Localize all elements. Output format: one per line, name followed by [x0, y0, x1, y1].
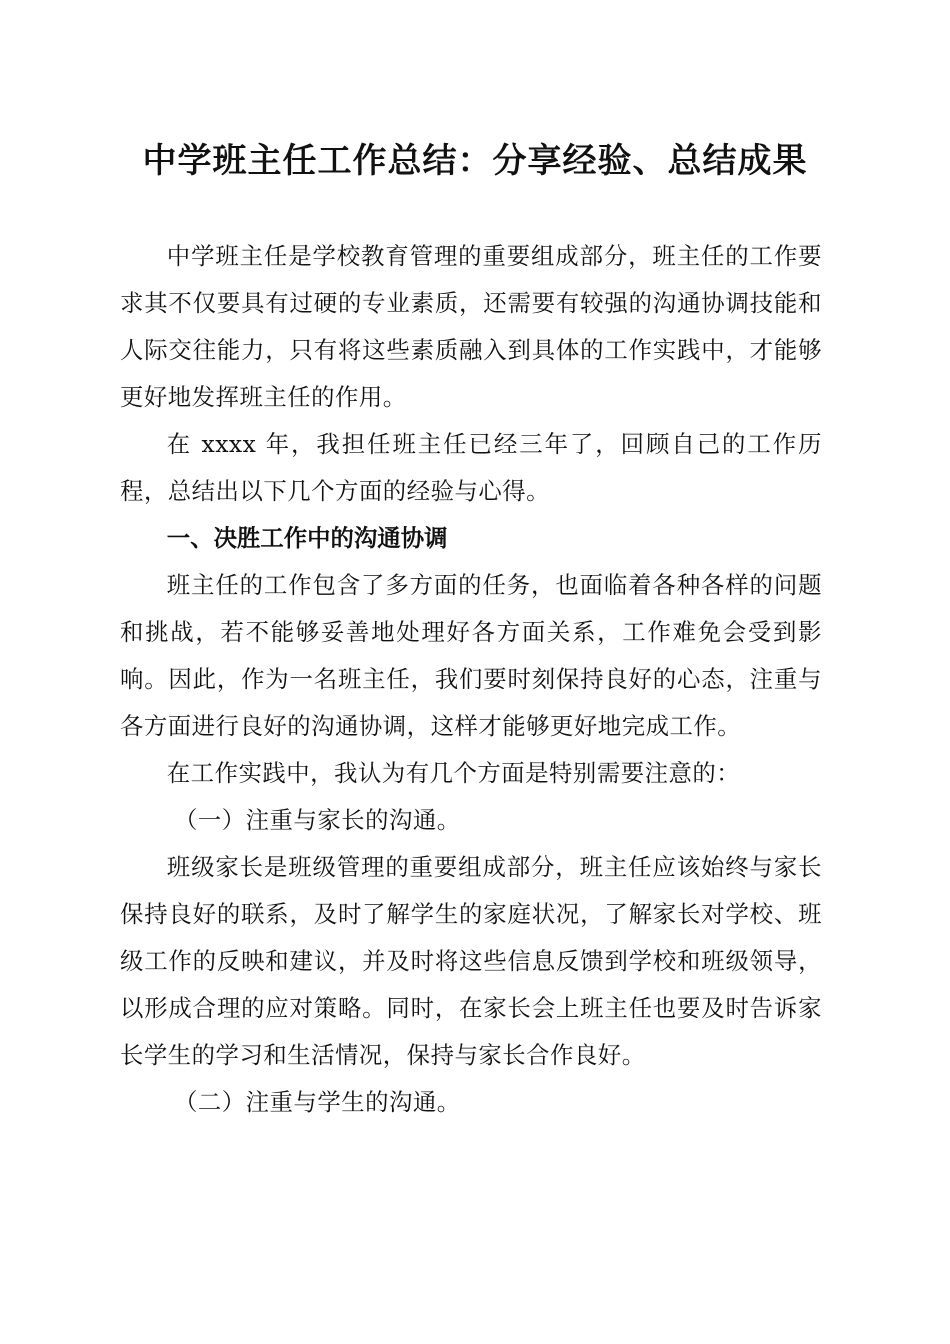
- paragraph-attention: 在工作实践中，我认为有几个方面是特别需要注意的：: [166, 759, 741, 787]
- subheading-students: （二）注重与学生的沟通。: [174, 1088, 461, 1116]
- document-body: [120, 233, 822, 1126]
- paragraph-coordination: 班主任的工作包含了多方面的任务，也面临着各种各样的问题和挑战，若不能够妥善地处理好各方面关系，工作难免会受到影响。因此，作为一名班主任，我们要时刻保持良好的心态，注重与各方面进行良好的沟通协调，这样才能够更好地完成工作。: [120, 571, 822, 740]
- paragraph-review: 在 xxxx 年，我担任班主任已经三年了，回顾自己的工作历程，总结出以下几个方面的经验与心得。: [120, 430, 822, 505]
- subheading-parents: （一）注重与家长的沟通。: [174, 806, 461, 834]
- document-title: 中学班主任工作总结：分享经验、总结成果: [142, 141, 808, 181]
- paragraph-parents: 班级家长是班级管理的重要组成部分，班主任应该始终与家长保持良好的联系，及时了解学生的家庭状况，了解家长对学校、班级工作的反映和建议，并及时将这些信息反馈到学校和班级领导，以形成合理的应对策略。同时，在家长会上班主任也要及时告诉家长学生的学习和生活情况，保持与家长合作良好。: [120, 853, 822, 1069]
- section-heading-1: 一、决胜工作中的沟通协调: [166, 524, 448, 552]
- paragraph-intro: 中学班主任是学校教育管理的重要组成部分，班主任的工作要求其不仅要具有过硬的专业素质，还需要有较强的沟通协调技能和人际交往能力，只有将这些素质融入到具体的工作实践中，才能够更好地发挥班主任的作用。: [120, 242, 822, 411]
